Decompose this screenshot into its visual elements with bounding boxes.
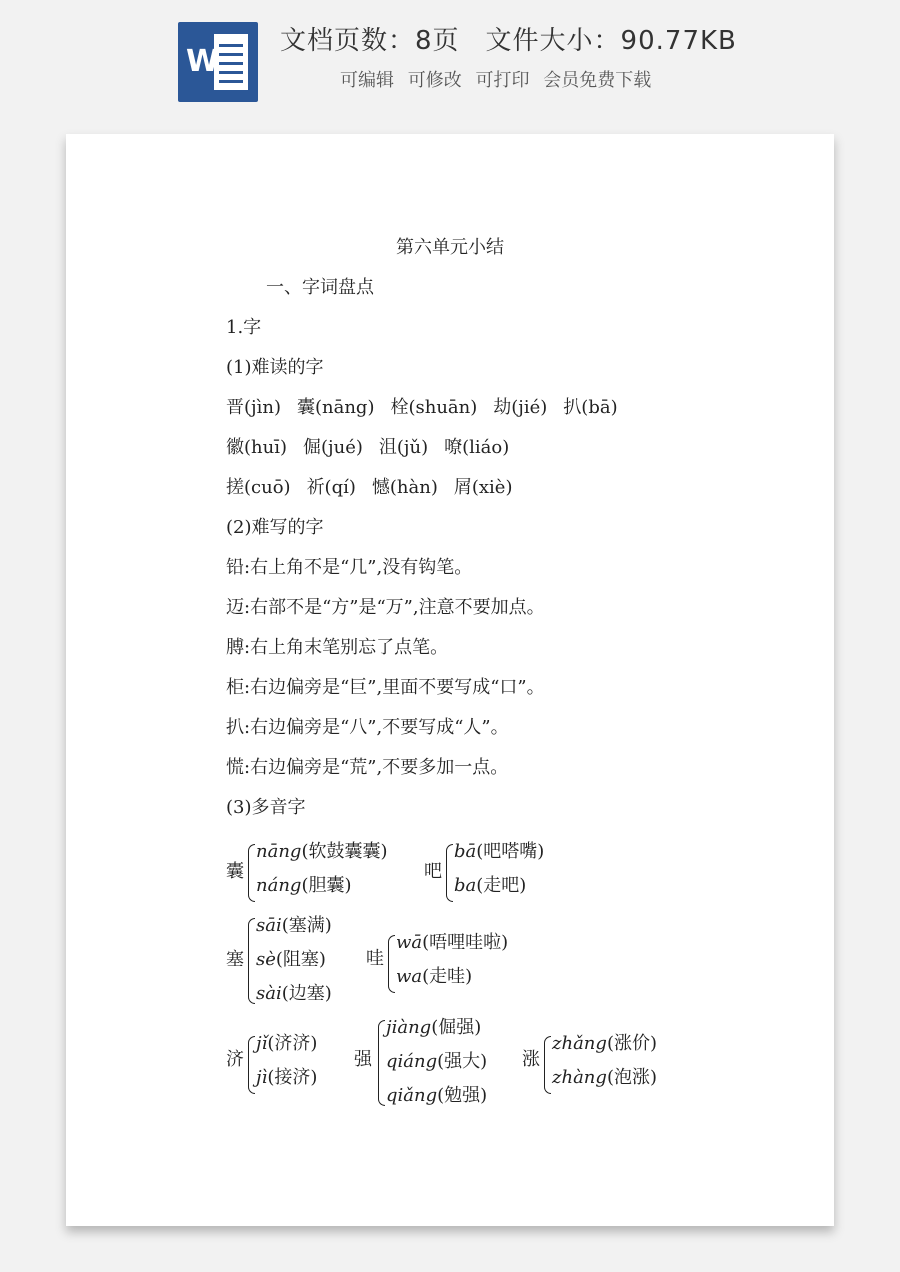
polyphone-char: 哇 (366, 948, 384, 969)
brace (248, 1036, 255, 1094)
hard-write-note: 迈:右部不是“方”是“万”,注意不要加点。 (226, 597, 545, 618)
polyphone-reading: sāi(塞满) (256, 915, 332, 936)
polyphone-reading: náng(胆囊) (256, 875, 352, 896)
char-pinyin: 沮(jǔ) (378, 437, 429, 458)
hard-read-heading: (1)难读的字 (226, 357, 324, 378)
polyphone-char: 囊 (226, 861, 244, 882)
hard-write-heading: (2)难写的字 (226, 517, 324, 538)
page-count: 文档页数：8页 (280, 26, 460, 56)
file-size: 文件大小：90.77KB (485, 26, 737, 56)
polyphone-reading: wā(唔哩哇啦) (396, 932, 509, 953)
char-pinyin: 晋(jìn) (226, 397, 281, 418)
hard-write-note: 慌:右边偏旁是“荒”,不要多加一点。 (226, 757, 509, 778)
char-pinyin: 嘹(liáo) (444, 437, 510, 458)
polyphone-reading: nāng(软鼓囊囊) (256, 841, 388, 862)
hard-read-row (226, 436, 525, 460)
brace (378, 1020, 385, 1106)
char-pinyin: 屑(xiè) (453, 477, 513, 498)
permission-editable: 可编辑 (340, 70, 394, 91)
document-page (66, 134, 834, 1226)
polyphone-reading: sài(边塞) (256, 983, 332, 1004)
document-title: 第六单元小结 (396, 237, 504, 258)
polyphone-char: 塞 (226, 949, 244, 970)
hard-write-note: 柜:右边偏旁是“巨”,里面不要写成“口”。 (226, 677, 545, 698)
hard-read-row (226, 476, 528, 500)
char-pinyin: 搓(cuō) (226, 477, 291, 498)
brace (544, 1036, 551, 1094)
hard-write-note: 扒:右边偏旁是“八”,不要写成“人”。 (226, 717, 509, 738)
permission-member-download: 会员免费下载 (543, 70, 652, 91)
polyphone-reading: jiàng(倔强) (386, 1017, 482, 1038)
document-permissions (340, 66, 659, 92)
char-pinyin: 栓(shuān) (390, 397, 478, 418)
permission-modifiable: 可修改 (407, 70, 462, 91)
polyphone-char: 涨 (522, 1049, 540, 1070)
permission-printable: 可打印 (475, 70, 530, 91)
brace (248, 844, 255, 902)
hard-write-note: 膊:右上角末笔别忘了点笔。 (226, 637, 449, 658)
char-pinyin: 倔(jué) (303, 437, 363, 458)
polyphone-char: 济 (226, 1049, 244, 1070)
section-heading: 一、字词盘点 (266, 277, 374, 298)
char-pinyin: 憾(hàn) (371, 477, 438, 498)
polyphone-reading: qiǎng(勉强) (386, 1085, 488, 1106)
brace (446, 844, 453, 902)
polyphone-reading: bā(吧嗒嘴) (454, 841, 545, 862)
char-pinyin: 劫(jié) (493, 397, 548, 418)
subsection-heading: 1.字 (226, 317, 262, 338)
polyphone-reading: jì(接济) (256, 1067, 318, 1088)
document-header (0, 0, 900, 120)
document-content (66, 134, 834, 1226)
char-pinyin: 囊(nāng) (296, 397, 375, 418)
brace (388, 935, 395, 993)
polyphone-reading: ba(走吧) (454, 875, 527, 896)
char-pinyin: 祈(qí) (306, 477, 356, 498)
hard-read-row (226, 396, 634, 420)
polyphone-char: 吧 (424, 861, 442, 882)
polyphone-reading: zhàng(泡涨) (552, 1067, 657, 1088)
char-pinyin: 扒(bā) (563, 397, 618, 418)
char-pinyin: 徽(huī) (226, 437, 287, 458)
polyphone-reading: jǐ(济济) (256, 1033, 318, 1054)
polyphone-reading: sè(阻塞) (256, 949, 326, 970)
polyphone-reading: qiáng(强大) (386, 1051, 488, 1072)
word-document-icon (178, 22, 258, 102)
polyphone-reading: wa(走哇) (396, 966, 473, 987)
polyphone-reading: zhǎng(涨价) (552, 1033, 657, 1054)
polyphone-char: 强 (354, 1049, 372, 1070)
document-info (280, 20, 740, 57)
polyphone-heading: (3)多音字 (226, 797, 306, 818)
brace (248, 918, 255, 1004)
hard-write-note: 铅:右上角不是“几”,没有钩笔。 (226, 557, 473, 578)
word-letter: W (186, 44, 220, 79)
